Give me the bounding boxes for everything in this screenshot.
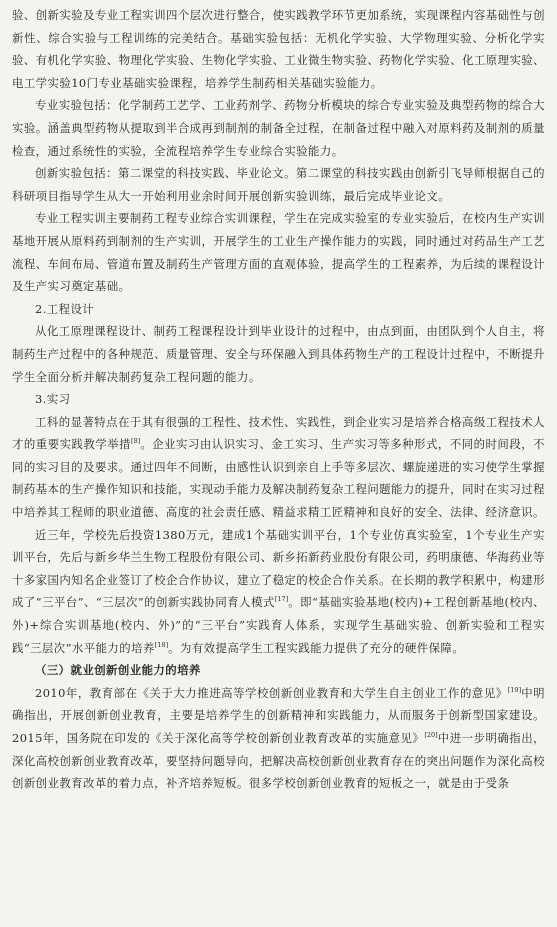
citation-18: [18] [154, 640, 169, 649]
internship-text-before-ref: 工科的显著特点在于其有很强的工程性、技术性、实践性，到企业实习是培养合格高级工程技术人才的重要实践教学举措 [12, 414, 545, 452]
platforms-text-1: 近三年，学校先后投资1380万元，建成1个基础实训平台，1个专业仿真实验室，1个专业生产实训平台，先后与新乡华兰生物工程股份有限公司、新乡拓新药业股份有限公司，药明康德、华海药业等十多家国内知名企业签订了校企合作协议，建立了稳定的校企合作关系。在长期的教学积累中，构建形成了“三平台”、“三层次”的创新实践协同育人模式 [12, 527, 545, 610]
citation-17: [17] [274, 595, 289, 604]
subheading-internship: 3.实习 [35, 392, 71, 407]
platforms-text-2: 。即“基础实验基地(校内)+工程创新基地(校内、外)+综合实训基地(校内、外)”的“三平台”实践育人体系，实现学生基础实验、创新实验和工程实践“三层次”水平能力的培养 [12, 595, 545, 655]
policy-text-2: 中明确指出，开展创新创业教育，主要是培养学生的创新精神和实践能力，从而服务于创新型国家建设。2015年，国务院在印发的《关于深化高等学校创新创业教育改革的实施意见》 [12, 685, 545, 745]
paragraph-internship [12, 411, 545, 524]
paragraph-engineering-training: 专业工程实训主要制药工程专业综合实训课程，学生在完成实验室的专业实验后，在校内生产实训基地开展从原料药到制剂的生产实训，开展学生的工业生产操作能力的实践，同时通过对药品生产工艺流程、车间布局、管道布置及制药生产管理方面的直观体验，提高学生的工程素养，为后续的课程设计及生产实习奠定基础。 [12, 211, 545, 294]
paragraph-innovation-experiments: 创新实验包括：第二课堂的科技实践、毕业论文。第二课堂的科技实践由创新引飞导师根据自己的科研项目指导学生从大一开始利用业余时间开展创新实验训练，最后完成毕业论文。 [12, 166, 545, 203]
internship-text-after-ref: 。企业实习由认识实习、金工实习、生产实习等多种形式，不同的时间段，不同的实习目的及要求。通过四年不间断，由感性认识到亲自上手等多层次、螺旋递进的实习使学生掌握制药基本的生产操作知识和技能，实现动手能力及解决制药复杂工程问题能力的提升，同时在实习过程中培养其工程师的职业道德、高度的社会责任感、精益求精工匠精神和良好的安全、法律、经济意识。 [12, 437, 545, 520]
paragraph-professional-experiments: 专业实验包括：化学制药工艺学、工业药剂学、药物分析模块的综合专业实验及典型药物的综合大实验。涵盖典型药物从提取到半合成再到制剂的制备全过程，在制备过程中融入对原料药及制剂的质量检查，通过系统性的实验，全流程培养学生专业综合实验能力。 [12, 98, 545, 158]
subheading-engineering-design: 2.工程设计 [35, 301, 95, 316]
paragraph-practice-levels: 验、创新实验及专业工程实训四个层次进行整合，使实践教学环节更加系统，实现课程内容基础性与创新性、综合实验与工程训练的完美结合。基础实验包括：无机化学实验、大学物理实验、分析化学实验、有机化学实验、物理化学实验、生物化学实验、工业微生物实验、药物化学实验、化工原理实验、电工学实验10门专业基础实验课程，培养学生制药相关基础实验能力。 [12, 8, 545, 90]
citation-20: [20] [424, 731, 438, 740]
policy-text-3: 中进一步明确指出，深化高校创新创业教育改革，要坚持问题导向，把解决高校创新创业教育存在的突出问题作为深化高校创新创业教育改革的着力点，补齐培养短板。很多学校创新创业教育的短板之一，就是由于受条 [12, 731, 545, 791]
citation-19: [19] [507, 686, 522, 695]
platforms-text-3: 。为有效提高学生工程实践能力提供了充分的硬件保障。 [168, 640, 465, 655]
paragraph-engineering-design: 从化工原理课程设计、制药工程课程设计到毕业设计的过程中，由点到面，由团队到个人自主，将制药生产过程中的各种规范、质量管理、安全与环保融入到具体药物生产的工程设计过程中，不断提升学生全面分析并解决制药复杂工程问题的能力。 [12, 324, 545, 384]
citation-8: [8] [131, 437, 141, 446]
section-heading-entrepreneurship: （三）就业创新创业能力的培养 [35, 663, 201, 678]
policy-text-1: 2010年，教育部在《关于大力推进高等学校创新创业教育和大学生自主创业工作的意见》 [35, 685, 508, 700]
paragraph-three-platforms [12, 524, 545, 660]
paragraph-entrepreneurship-policy [12, 682, 545, 795]
